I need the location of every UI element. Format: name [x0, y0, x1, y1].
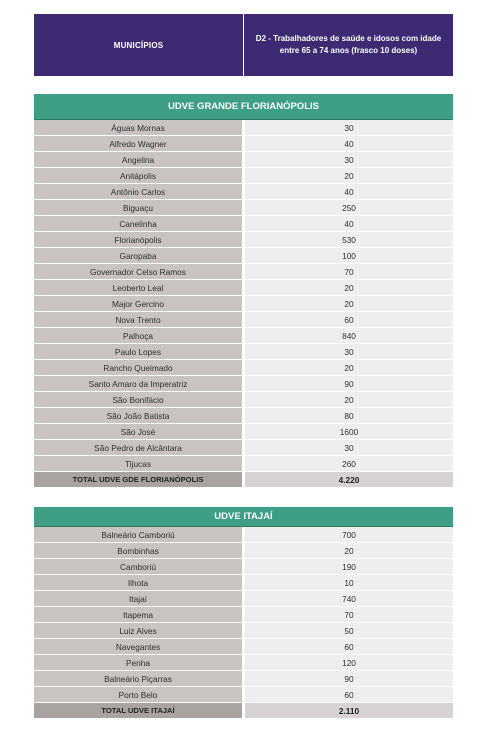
dose-count: 90 — [245, 671, 453, 687]
total-row — [34, 703, 453, 719]
dose-count: 100 — [245, 248, 453, 264]
municipality-name: Nova Trento — [34, 312, 242, 328]
total-label: TOTAL UDVE ITAJAÍ — [34, 703, 242, 719]
municipality-name: Bombinhas — [34, 543, 242, 559]
dose-count: 40 — [245, 216, 453, 232]
municipality-name: Balneário Piçarras — [34, 671, 242, 687]
dose-count: 1600 — [245, 424, 453, 440]
section-rows — [34, 120, 453, 488]
table-row — [34, 376, 453, 392]
dose-count: 30 — [245, 344, 453, 360]
total-value: 2.110 — [245, 703, 453, 719]
table-row — [34, 232, 453, 248]
dose-count: 60 — [245, 312, 453, 328]
table-row — [34, 607, 453, 623]
municipality-name: Rancho Queimado — [34, 360, 242, 376]
table-row — [34, 136, 453, 152]
municipality-name: Biguaçu — [34, 200, 242, 216]
table-row — [34, 296, 453, 312]
table-row — [34, 543, 453, 559]
dose-count: 80 — [245, 408, 453, 424]
table-row — [34, 360, 453, 376]
municipality-name: Alfredo Wagner — [34, 136, 242, 152]
dose-count: 190 — [245, 559, 453, 575]
dose-count: 20 — [245, 296, 453, 312]
table-row — [34, 639, 453, 655]
table-row — [34, 168, 453, 184]
municipality-name: Balneário Camboriú — [34, 527, 242, 543]
dose-count: 30 — [245, 152, 453, 168]
municipality-name: São José — [34, 424, 242, 440]
section-title: UDVE GRANDE FLORIANÓPOLIS — [34, 94, 453, 120]
dose-count: 40 — [245, 136, 453, 152]
table-row — [34, 392, 453, 408]
dose-count: 60 — [245, 687, 453, 703]
table-row — [34, 248, 453, 264]
municipality-name: Itapema — [34, 607, 242, 623]
column-header-municipios: MUNICÍPIOS — [113, 40, 164, 50]
dose-count: 250 — [245, 200, 453, 216]
municipality-name: Leoberto Leal — [34, 280, 242, 296]
section-itajai — [34, 507, 453, 719]
municipality-name: Antônio Carlos — [34, 184, 242, 200]
dose-count: 20 — [245, 543, 453, 559]
table-row — [34, 440, 453, 456]
municipality-name: Palhoça — [34, 328, 242, 344]
table-row — [34, 456, 453, 472]
table-header — [34, 14, 453, 76]
section-rows — [34, 527, 453, 719]
dose-count: 50 — [245, 623, 453, 639]
dose-count: 530 — [245, 232, 453, 248]
table-row — [34, 408, 453, 424]
dose-count: 120 — [245, 655, 453, 671]
table-row — [34, 687, 453, 703]
section-title: UDVE ITAJAÍ — [34, 507, 453, 527]
table-row — [34, 575, 453, 591]
dose-count: 10 — [245, 575, 453, 591]
municipality-name: São Bonifácio — [34, 392, 242, 408]
municipality-name: Garopaba — [34, 248, 242, 264]
table-row — [34, 344, 453, 360]
table-row — [34, 184, 453, 200]
municipality-name: Major Gercino — [34, 296, 242, 312]
dose-count: 20 — [245, 280, 453, 296]
dose-count: 20 — [245, 392, 453, 408]
column-header-d2: D2 - Trabalhadores de saúde e idosos com idade entre 65 a 74 anos (frasco 10 doses) — [255, 34, 442, 55]
municipality-name: Ilhota — [34, 575, 242, 591]
table-row — [34, 591, 453, 607]
dose-count: 30 — [245, 120, 453, 136]
table-row — [34, 559, 453, 575]
dose-count: 70 — [245, 607, 453, 623]
dose-count: 700 — [245, 527, 453, 543]
table-row — [34, 424, 453, 440]
municipality-name: São Pedro de Alcântara — [34, 440, 242, 456]
dose-count: 260 — [245, 456, 453, 472]
table-row — [34, 655, 453, 671]
table-row — [34, 671, 453, 687]
dose-count: 20 — [245, 360, 453, 376]
dose-count: 60 — [245, 639, 453, 655]
dose-count: 840 — [245, 328, 453, 344]
total-label: TOTAL UDVE GDE FLORIANÓPOLIS — [34, 472, 242, 488]
section-grande-florianopolis — [34, 94, 453, 488]
table-row — [34, 216, 453, 232]
municipality-name: Penha — [34, 655, 242, 671]
municipality-name: Itajaí — [34, 591, 242, 607]
municipality-name: Tijucas — [34, 456, 242, 472]
table-row — [34, 312, 453, 328]
table-row — [34, 328, 453, 344]
table-row — [34, 280, 453, 296]
table-row — [34, 264, 453, 280]
dose-count: 90 — [245, 376, 453, 392]
municipality-name: Paulo Lopes — [34, 344, 242, 360]
table-row — [34, 200, 453, 216]
dose-count: 20 — [245, 168, 453, 184]
total-value: 4.220 — [245, 472, 453, 488]
municipality-name: Florianópolis — [34, 232, 242, 248]
dose-count: 70 — [245, 264, 453, 280]
dose-count: 740 — [245, 591, 453, 607]
table-row — [34, 527, 453, 543]
municipality-name: Porto Belo — [34, 687, 242, 703]
municipality-name: Camboriú — [34, 559, 242, 575]
municipality-name: Águas Mornas — [34, 120, 242, 136]
total-row — [34, 472, 453, 488]
dose-count: 40 — [245, 184, 453, 200]
municipality-name: Angelina — [34, 152, 242, 168]
municipality-name: Santo Amaro da Imperatriz — [34, 376, 242, 392]
table-row — [34, 152, 453, 168]
table-row — [34, 623, 453, 639]
municipality-name: Anitápolis — [34, 168, 242, 184]
municipality-name: Navegantes — [34, 639, 242, 655]
municipality-name: Canelinha — [34, 216, 242, 232]
municipality-name: Governador Celso Ramos — [34, 264, 242, 280]
table-row — [34, 120, 453, 136]
municipality-name: São João Batista — [34, 408, 242, 424]
municipality-name: Luiz Alves — [34, 623, 242, 639]
dose-count: 30 — [245, 440, 453, 456]
